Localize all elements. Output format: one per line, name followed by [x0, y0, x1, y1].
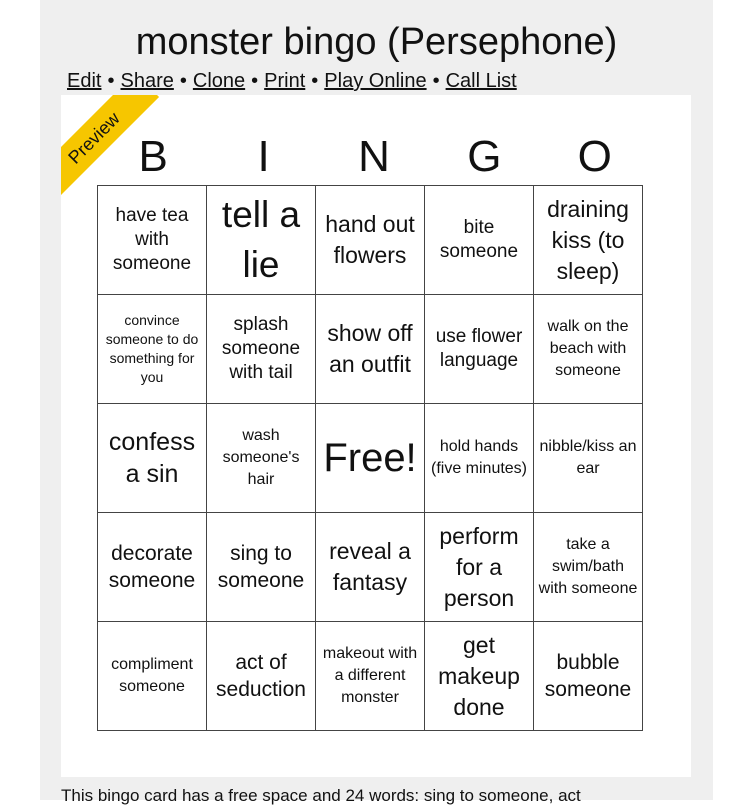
header-letter-o: O [577, 132, 612, 181]
clone-link[interactable]: Clone [192, 70, 246, 92]
bingo-cell: nibble/kiss an ear [534, 404, 643, 513]
bingo-cell: wash someone's hair [207, 404, 316, 513]
grid-row [98, 404, 643, 513]
bingo-cell: use flower language [425, 295, 534, 404]
bingo-cell: hold hands (five minutes) [425, 404, 534, 513]
bingo-cell: convince someone to do something for you [98, 295, 207, 404]
bingo-cell: compliment someone [98, 622, 207, 731]
page-background [40, 0, 713, 805]
bingo-cell: decorate someone [98, 513, 207, 622]
bingo-cell: act of seduction [207, 622, 316, 731]
grid-row [98, 186, 643, 295]
call-list-link[interactable]: Call List [445, 70, 517, 92]
edit-link[interactable]: Edit [67, 70, 102, 92]
link-separator: • [107, 70, 115, 92]
bingo-cell: bubble someone [534, 622, 643, 731]
link-separator: • [311, 70, 319, 92]
bingo-cell: bite someone [425, 186, 534, 295]
bingo-cell: splash someone with tail [207, 295, 316, 404]
share-link[interactable]: Share [120, 70, 174, 92]
header-letter-g: G [467, 132, 502, 181]
play-online-link[interactable]: Play Online [324, 70, 427, 92]
page-title: monster bingo (Persephone) [135, 21, 618, 63]
grid-row [98, 513, 643, 622]
card-description: This bingo card has a free space and 24 words: sing to someone, act [61, 786, 581, 805]
bingo-card [61, 95, 691, 777]
bingo-cell: makeout with a different monster [316, 622, 425, 731]
bingo-cell: have tea with someone [98, 186, 207, 295]
grid-row [98, 295, 643, 404]
bingo-cell: take a swim/bath with someone [534, 513, 643, 622]
action-links [67, 68, 517, 94]
bingo-cell: walk on the beach with someone [534, 295, 643, 404]
header-letter-n: N [358, 132, 390, 181]
preview-ribbon: Preview [61, 95, 159, 203]
bingo-cell: confess a sin [98, 404, 207, 513]
bingo-cell: sing to someone [207, 513, 316, 622]
free-space-cell: Free! [316, 404, 425, 513]
header-letter-b: B [138, 132, 168, 181]
bingo-cell: tell a lie [207, 186, 316, 295]
bingo-cell: draining kiss (to sleep) [534, 186, 643, 295]
bingo-header [98, 133, 650, 181]
bingo-grid [97, 185, 643, 731]
link-separator: • [179, 70, 187, 92]
bingo-cell: hand out flowers [316, 186, 425, 295]
bingo-cell: perform for a person [425, 513, 534, 622]
header-letter-i: I [257, 132, 270, 181]
link-separator: • [432, 70, 440, 92]
print-link[interactable]: Print [264, 70, 306, 92]
bingo-cell: reveal a fantasy [316, 513, 425, 622]
bingo-cell: show off an outfit [316, 295, 425, 404]
grid-row [98, 622, 643, 731]
bingo-cell: get makeup done [425, 622, 534, 731]
link-separator: • [251, 70, 259, 92]
